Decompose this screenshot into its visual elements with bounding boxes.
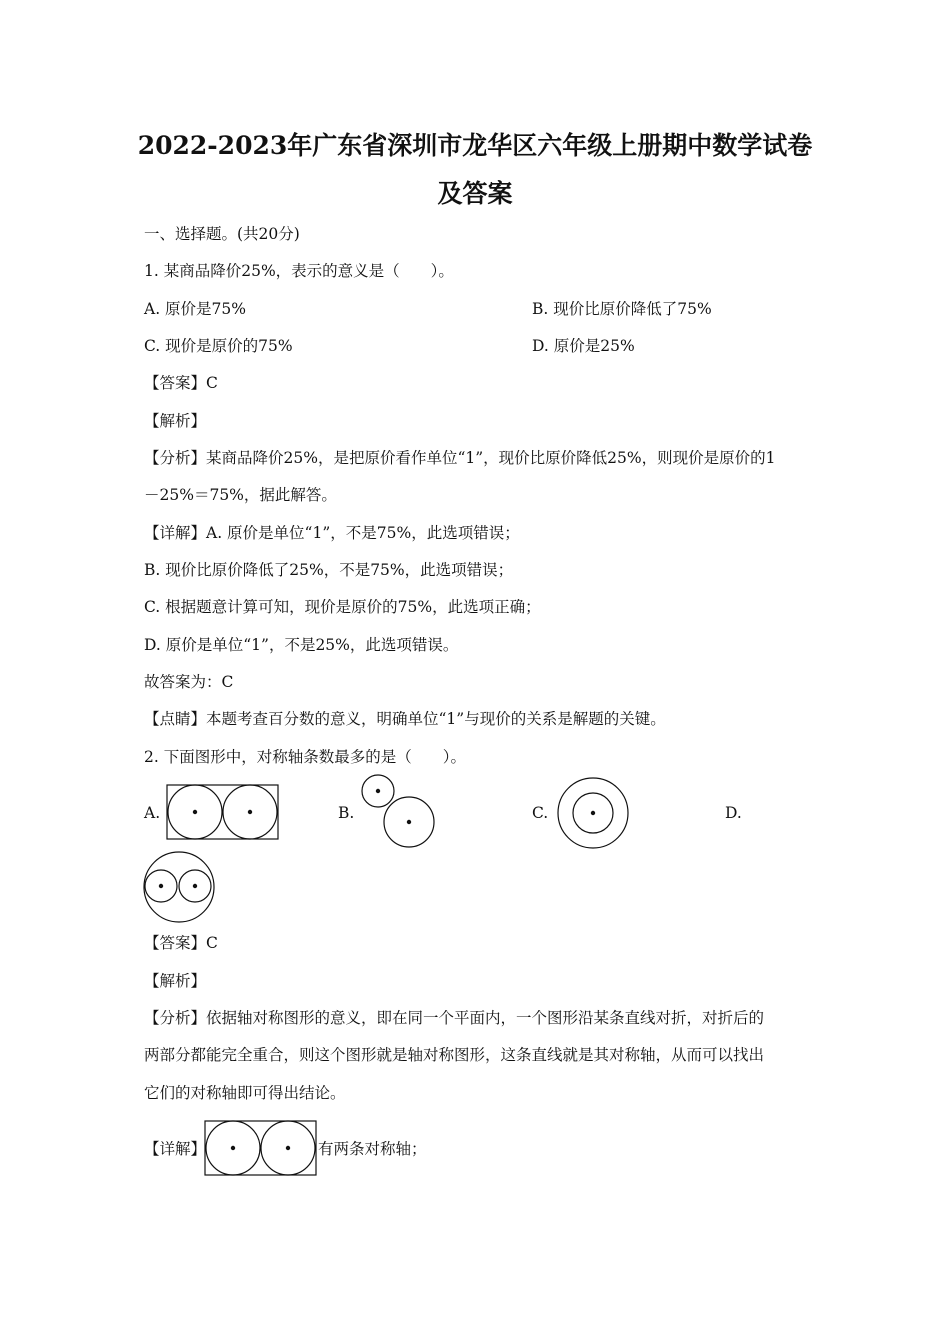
question-2-detail-suffix: 有两条对称轴； <box>318 1140 427 1158</box>
question-2-analysis-line1: 【分析】依据轴对称图形的意义，即在同一个平面内，一个图形沿某条直线对折，对折后的 <box>144 1009 765 1027</box>
question-1-option-b: B. 现价比原价降低了75% <box>532 300 712 318</box>
question-1-key-point: 【点睛】本题考查百分数的意义，明确单位“1”与现价的关系是解题的关键。 <box>144 710 666 728</box>
document-title-line1: 2022-2023年广东省深圳市龙华区六年级上册期中数学试卷 <box>137 131 813 160</box>
question-1-option-c: C. 现价是原价的75% <box>144 337 293 355</box>
question-1-option-d: D. 原价是25% <box>532 337 635 355</box>
question-1-detail-line2: B. 现价比原价降低了25%，不是75%，此选项错误； <box>144 561 514 579</box>
figure-a-rectangle-two-circles <box>166 784 280 840</box>
figure-c-concentric-circles <box>556 776 630 850</box>
question-1-option-a: A. 原价是75% <box>144 300 246 318</box>
figure-b-two-separate-circles <box>361 773 437 851</box>
document-title-line2: 及答案 <box>437 179 513 208</box>
question-2-detail-prefix: 【详解】 <box>144 1140 207 1158</box>
question-1-detail-line3: C. 根据题意计算可知，现价是原价的75%，此选项正确； <box>144 598 541 616</box>
question-1-analysis-line2: －25%＝75%，据此解答。 <box>144 486 337 504</box>
question-2-label-a: A. <box>144 804 161 822</box>
question-2-jiexi: 【解析】 <box>144 972 207 990</box>
question-1-answer: 【答案】C <box>144 374 218 392</box>
detail-figure-rectangle-two-circles <box>204 1120 318 1176</box>
question-2-stem: 2. 下面图形中，对称轴条数最多的是（ ）。 <box>144 748 466 766</box>
question-1-jiexi: 【解析】 <box>144 412 207 430</box>
question-1-conclusion: 故答案为：C <box>144 673 234 691</box>
question-2-label-d: D. <box>725 804 742 822</box>
section-heading: 一、选择题。(共20分) <box>144 225 300 243</box>
question-1-detail-line4: D. 原价是单位“1”，不是25%，此选项错误。 <box>144 636 459 654</box>
question-2-label-c: C. <box>532 804 549 822</box>
question-2-answer: 【答案】C <box>144 934 218 952</box>
question-2-analysis-line3: 它们的对称轴即可得出结论。 <box>144 1084 346 1102</box>
question-2-label-b: B. <box>338 804 355 822</box>
question-2-analysis-line2: 两部分都能完全重合，则这个图形就是轴对称图形，这条直线就是其对称轴，从而可以找出 <box>144 1046 765 1064</box>
figure-d-circle-with-two-inner-circles <box>142 850 216 924</box>
question-1-stem: 1. 某商品降价25%，表示的意义是（ ）。 <box>144 262 454 280</box>
question-1-analysis-line1: 【分析】某商品降价25%，是把原价看作单位“1”，现价比原价降低25%，则现价是原价的1 <box>144 449 776 467</box>
question-1-detail-line1: 【详解】A. 原价是单位“1”，不是75%，此选项错误； <box>144 524 520 542</box>
